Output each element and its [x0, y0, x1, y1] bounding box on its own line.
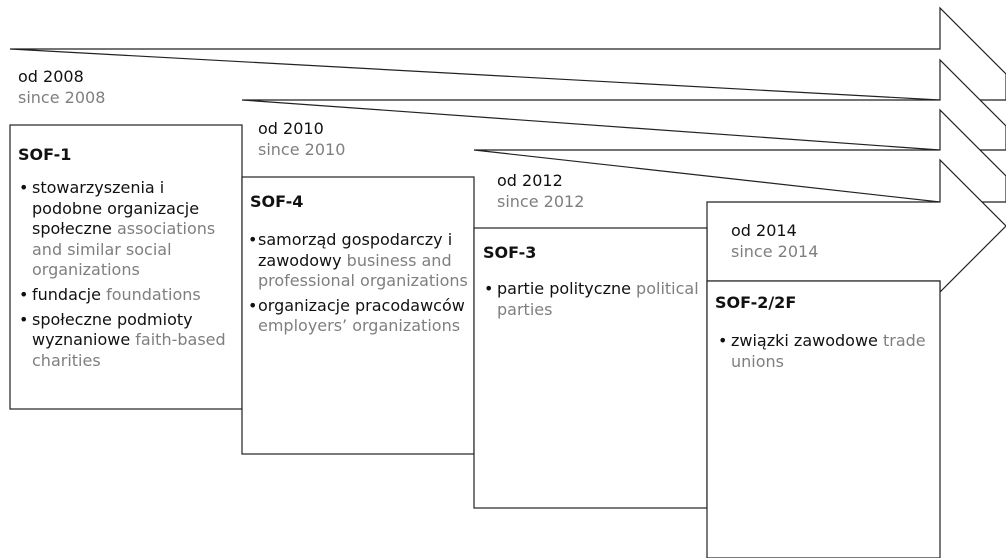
box-sof-2	[707, 281, 940, 558]
box-sof-3	[474, 228, 707, 508]
period-2010	[258, 118, 345, 160]
period-label-en: since 2008	[18, 88, 106, 107]
period-label-pl: od 2014	[731, 221, 797, 240]
list-item: • fundacje foundations	[19, 284, 201, 304]
item-list-sof-2	[718, 331, 936, 376]
sof-code: SOF-3	[483, 243, 537, 262]
period-label-pl: od 2012	[497, 171, 563, 190]
bullet-icon: •	[484, 279, 494, 298]
bullet-icon: •	[248, 295, 258, 315]
list-item: • partie polityczne political parties	[484, 279, 699, 319]
sof-code: SOF-4	[250, 192, 304, 211]
period-label-en: since 2012	[497, 192, 585, 211]
period-2008	[18, 66, 105, 108]
period-label-pl: od 2008	[18, 67, 84, 86]
list-item: • samorząd gospodarczy i zawodowy business and professional organizations	[248, 230, 468, 291]
item-list-sof-1	[19, 178, 237, 375]
bullet-icon: •	[718, 331, 728, 350]
period-2012	[497, 170, 584, 212]
sof-code: SOF-2/2F	[715, 293, 797, 312]
list-item: • organizacje pracodawców employers’ organizations	[248, 295, 465, 336]
arrow-2008	[10, 8, 1006, 100]
item-list-sof-3	[484, 279, 702, 324]
list-item: • stowarzyszenia i podobne organizacje społeczne associations and similar social organizations	[19, 178, 216, 280]
item-list-sof-4	[248, 230, 470, 341]
bullet-icon: •	[248, 230, 258, 249]
bullet-icon: •	[19, 284, 29, 304]
period-2014	[731, 220, 818, 262]
bullet-icon: •	[19, 178, 29, 197]
sof-code: SOF-1	[18, 145, 72, 164]
list-item: • społeczne podmioty wyznaniowe faith-based charities	[19, 309, 226, 370]
period-label-pl: od 2010	[258, 119, 324, 138]
list-item: • związki zawodowe trade unions	[718, 331, 926, 371]
period-label-en: since 2014	[731, 242, 819, 261]
bullet-icon: •	[19, 309, 29, 329]
period-label-en: since 2010	[258, 140, 346, 159]
